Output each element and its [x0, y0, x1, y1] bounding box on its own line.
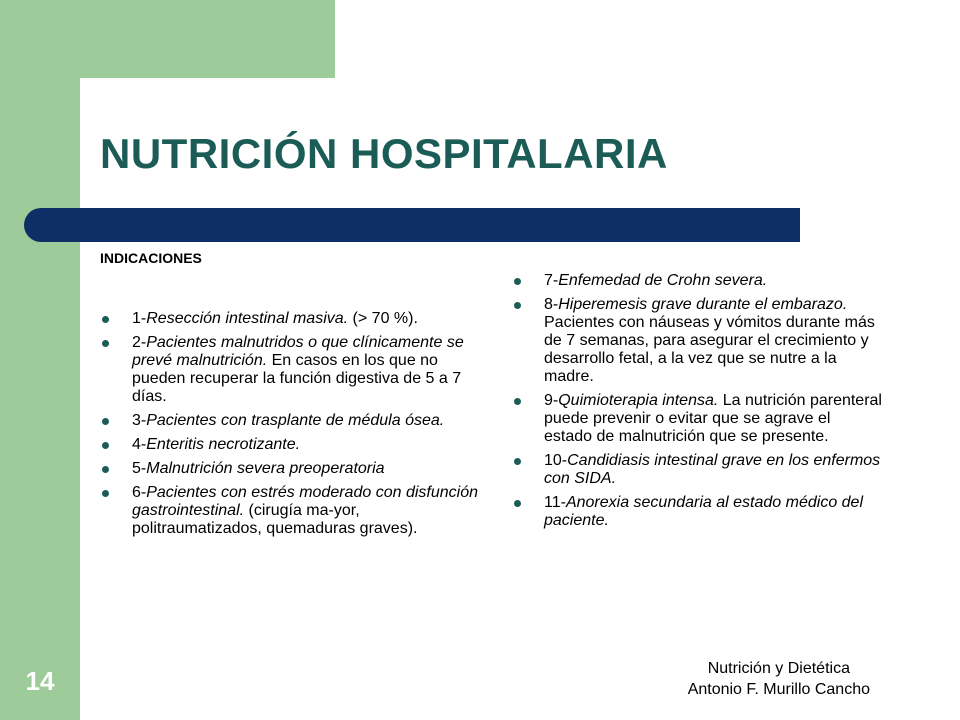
left-bullet-list: [100, 310, 480, 544]
item-title: Pacientes con estrés moderado con disfunción gastrointestinal.: [132, 484, 478, 519]
item-detail: En casos en los que no pueden recuperar la función digestiva de 5 a 7 días.: [132, 352, 462, 405]
bullet-dot-icon: [102, 316, 109, 323]
item-title: Enfemedad de Crohn severa.: [558, 272, 768, 289]
right-bullet-list: [512, 272, 882, 536]
item-number: 6-: [132, 484, 147, 501]
item-number: 3-: [132, 412, 147, 429]
item-number: 1-: [132, 310, 147, 327]
bullet-dot-icon: [514, 458, 521, 465]
title-underline-bar: [24, 208, 800, 242]
left-decorative-band: [0, 0, 80, 720]
item-title: Candidiasis intestinal grave en los enfermos con SIDA.: [544, 452, 881, 487]
item-title: Pacientes malnutridos o que clínicamente se prevé malnutrición.: [132, 334, 464, 369]
list-item: [512, 494, 882, 530]
slide-number: 14: [25, 666, 55, 696]
item-detail: (> 70 %).: [348, 310, 418, 327]
item-number: 7-: [544, 272, 559, 289]
item-number: 8-: [544, 296, 559, 313]
item-title: Enteritis necrotizante.: [146, 436, 301, 453]
footer-line-author: Antonio F. Murillo Cancho: [687, 681, 870, 698]
item-title: Hiperemesis grave durante el embarazo.: [558, 296, 848, 313]
item-title: Anorexia secundaria al estado médico del paciente.: [544, 494, 864, 529]
list-item: [100, 436, 480, 454]
item-number: 10-: [544, 452, 568, 469]
bullet-dot-icon: [102, 340, 109, 347]
footer-credits: [688, 658, 870, 700]
list-item: [512, 392, 882, 446]
item-title: Malnutrición severa preoperatoria: [146, 460, 385, 477]
item-title: Pacientes con trasplante de médula ósea.: [146, 412, 445, 429]
list-item: [512, 452, 882, 488]
bullet-dot-icon: [102, 418, 109, 425]
bullet-dot-icon: [102, 490, 109, 497]
bullet-dot-icon: [514, 278, 521, 285]
item-number: 2-: [132, 334, 147, 351]
bullet-dot-icon: [514, 398, 521, 405]
item-number: 9-: [544, 392, 559, 409]
bullet-dot-icon: [514, 500, 521, 507]
item-number: 4-: [132, 436, 147, 453]
list-item: [100, 310, 480, 328]
section-label: INDICACIONES: [100, 250, 202, 266]
list-item: [100, 484, 480, 538]
item-detail: La nutrición parenteral puede prevenir o evitar que se agrave el estado de malnutrición que se presente.: [544, 392, 882, 445]
item-title: Quimioterapia intensa.: [558, 392, 719, 409]
slide-title: NUTRICIÓN HOSPITALARIA: [100, 130, 668, 177]
list-item: [100, 460, 480, 478]
bullet-dot-icon: [514, 302, 521, 309]
item-detail: (cirugía ma-yor, politraumatizados, quemaduras graves).: [132, 502, 418, 537]
item-detail: Pacientes con náuseas y vómitos durante más de 7 semanas, para asegurar el crecimiento y desarrollo fetal, a la vez que se nutre a la madre.: [544, 314, 875, 385]
top-decorative-band: [0, 0, 335, 78]
bullet-dot-icon: [102, 442, 109, 449]
bullet-dot-icon: [102, 466, 109, 473]
item-number: 11-: [544, 494, 566, 511]
footer-line-course: Nutrición y Dietética: [707, 660, 850, 677]
item-number: 5-: [132, 460, 147, 477]
list-item: [100, 334, 480, 406]
list-item: [100, 412, 480, 430]
list-item: [512, 272, 882, 290]
item-title: Resección intestinal masiva.: [146, 310, 349, 327]
list-item: [512, 296, 882, 386]
